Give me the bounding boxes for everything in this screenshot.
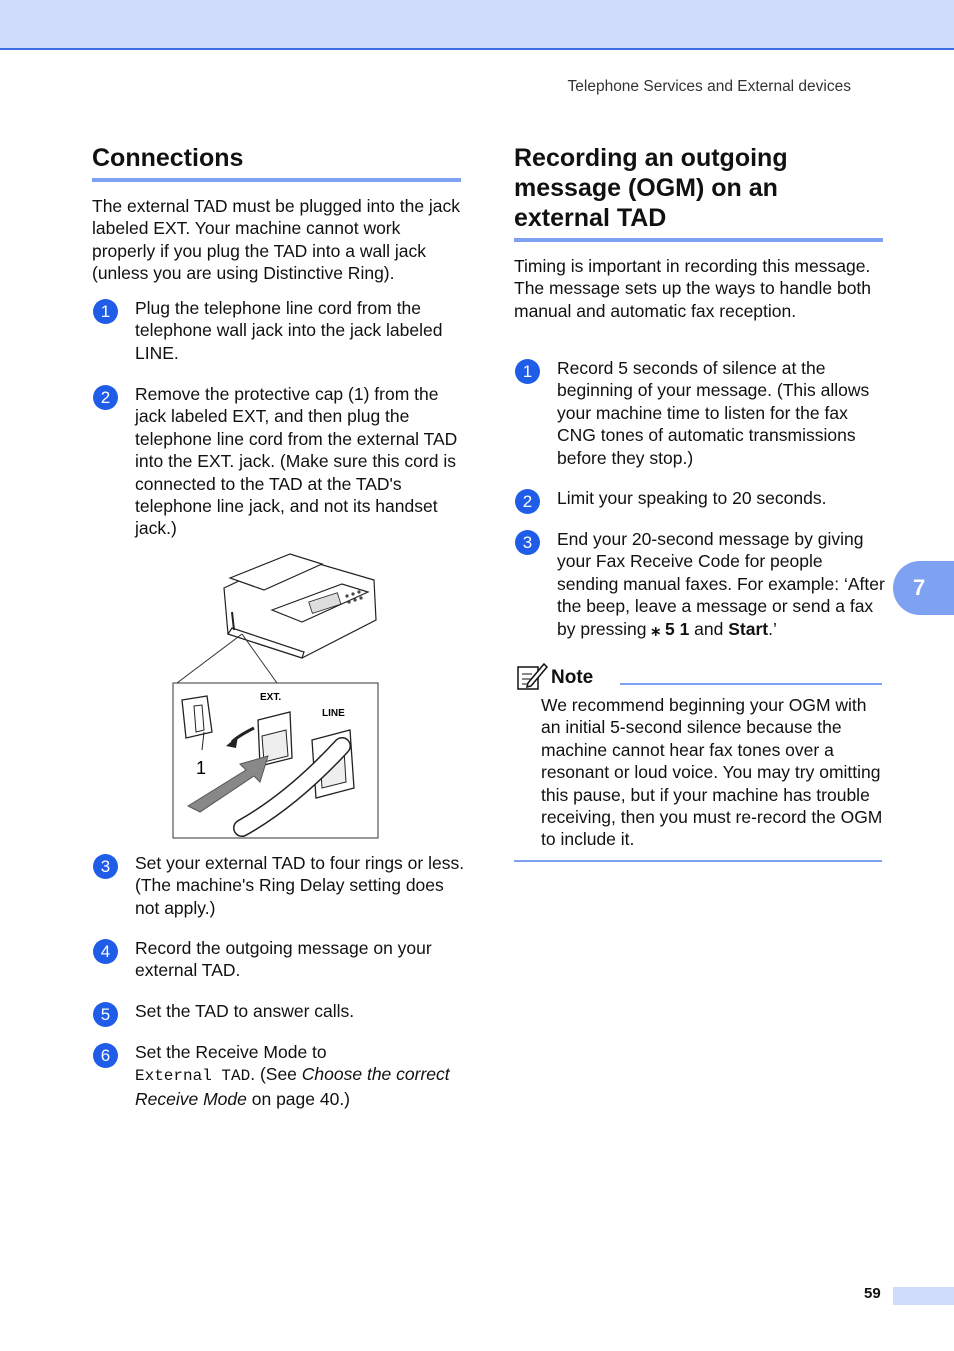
step-number: 5 — [93, 1002, 118, 1027]
step-text: Limit your speaking to 20 seconds. — [557, 488, 827, 508]
ext-label: EXT. — [260, 692, 282, 703]
step-number: 1 — [515, 359, 540, 384]
callout-number: 1 — [196, 758, 207, 778]
step-number: 6 — [93, 1043, 118, 1068]
receive-mode-value: External TAD — [135, 1067, 251, 1086]
step-text-pre: Set the Receive Mode to — [135, 1042, 327, 1062]
step-text: Plug the telephone line cord from the telephone wall jack into the jack labeled LINE. — [135, 298, 443, 363]
step-text-mid: . (See — [250, 1064, 302, 1085]
step-text: Set your external TAD to four rings or less. (The machine's Ring Delay setting does not apply.) — [135, 853, 465, 918]
section-title-recording-ogm: Recording an outgoing message (OGM) on an external TAD — [514, 144, 788, 232]
title-rule — [514, 238, 883, 242]
step-number: 3 — [93, 854, 118, 879]
top-bar — [0, 0, 954, 50]
step-number: 2 — [93, 385, 118, 410]
note-bottom-rule — [514, 860, 882, 862]
section-title-connections: Connections — [92, 144, 244, 172]
step-text-mid: and — [689, 618, 729, 639]
step-text — [557, 528, 887, 640]
fax-receive-code: ⁎ 5 1 — [651, 618, 690, 639]
recording-intro: Timing is important in recording this message. The message sets up the ways to handle both manual and automatic fax reception. — [514, 256, 872, 321]
step-text: Remove the protective cap (1) from the jack labeled EXT, and then plug the telephone line cord from the external TAD into the EXT. jack. (Make sure this cord is connected to the TAD at the TAD's telephone line jack, and not its handset jack.) — [135, 384, 458, 539]
step-text-post: .’ — [768, 618, 777, 639]
note-pencil-icon — [516, 661, 548, 691]
note-title: Note — [551, 667, 594, 688]
step-number: 2 — [515, 489, 540, 514]
step-text-pre: End your 20-second message by giving your Fax Receive Code for people sending manual faxes. For example: ‘After the beep, leave a message or send a fax by pressing — [557, 529, 885, 639]
running-head: Telephone Services and External devices — [567, 78, 851, 95]
step-text: Record the outgoing message on your external TAD. — [135, 938, 432, 981]
step-text-post: on page 40.) — [246, 1088, 351, 1109]
step-number: 3 — [515, 530, 540, 555]
note-text: We recommend beginning your OGM with an initial 5-second silence because the machine cannot hear fax tones over a resonant or loud voice. You may try omitting this pause, but if your machine has trouble receiving, then you must re-record the OGM to include it. — [541, 695, 883, 850]
title-rule — [92, 178, 461, 182]
connections-intro: The external TAD must be plugged into the jack labeled EXT. Your machine cannot work properly if you plug the TAD into a wall jack (unless you are using Distinctive Ring). — [92, 196, 461, 284]
cross-reference: Choose the correct Receive Mode — [135, 1064, 450, 1109]
connection-illustration — [172, 550, 380, 840]
start-key: Start — [728, 618, 769, 639]
line-label: LINE — [322, 708, 345, 719]
note-rule — [620, 683, 882, 685]
page-number-bar — [893, 1287, 954, 1305]
chapter-tab: 7 — [893, 561, 954, 615]
step-text: Set the TAD to answer calls. — [135, 1001, 355, 1021]
step-text: Record 5 seconds of silence at the beginning of your message. (This allows your machine time to listen for the fax CNG tones of automatic transmissions before they stop.) — [557, 358, 870, 468]
step-number: 4 — [93, 939, 118, 964]
machine-jack-diagram — [172, 550, 380, 840]
page-number: 59 — [864, 1285, 881, 1302]
step-text — [135, 1041, 465, 1110]
step-number: 1 — [93, 299, 118, 324]
